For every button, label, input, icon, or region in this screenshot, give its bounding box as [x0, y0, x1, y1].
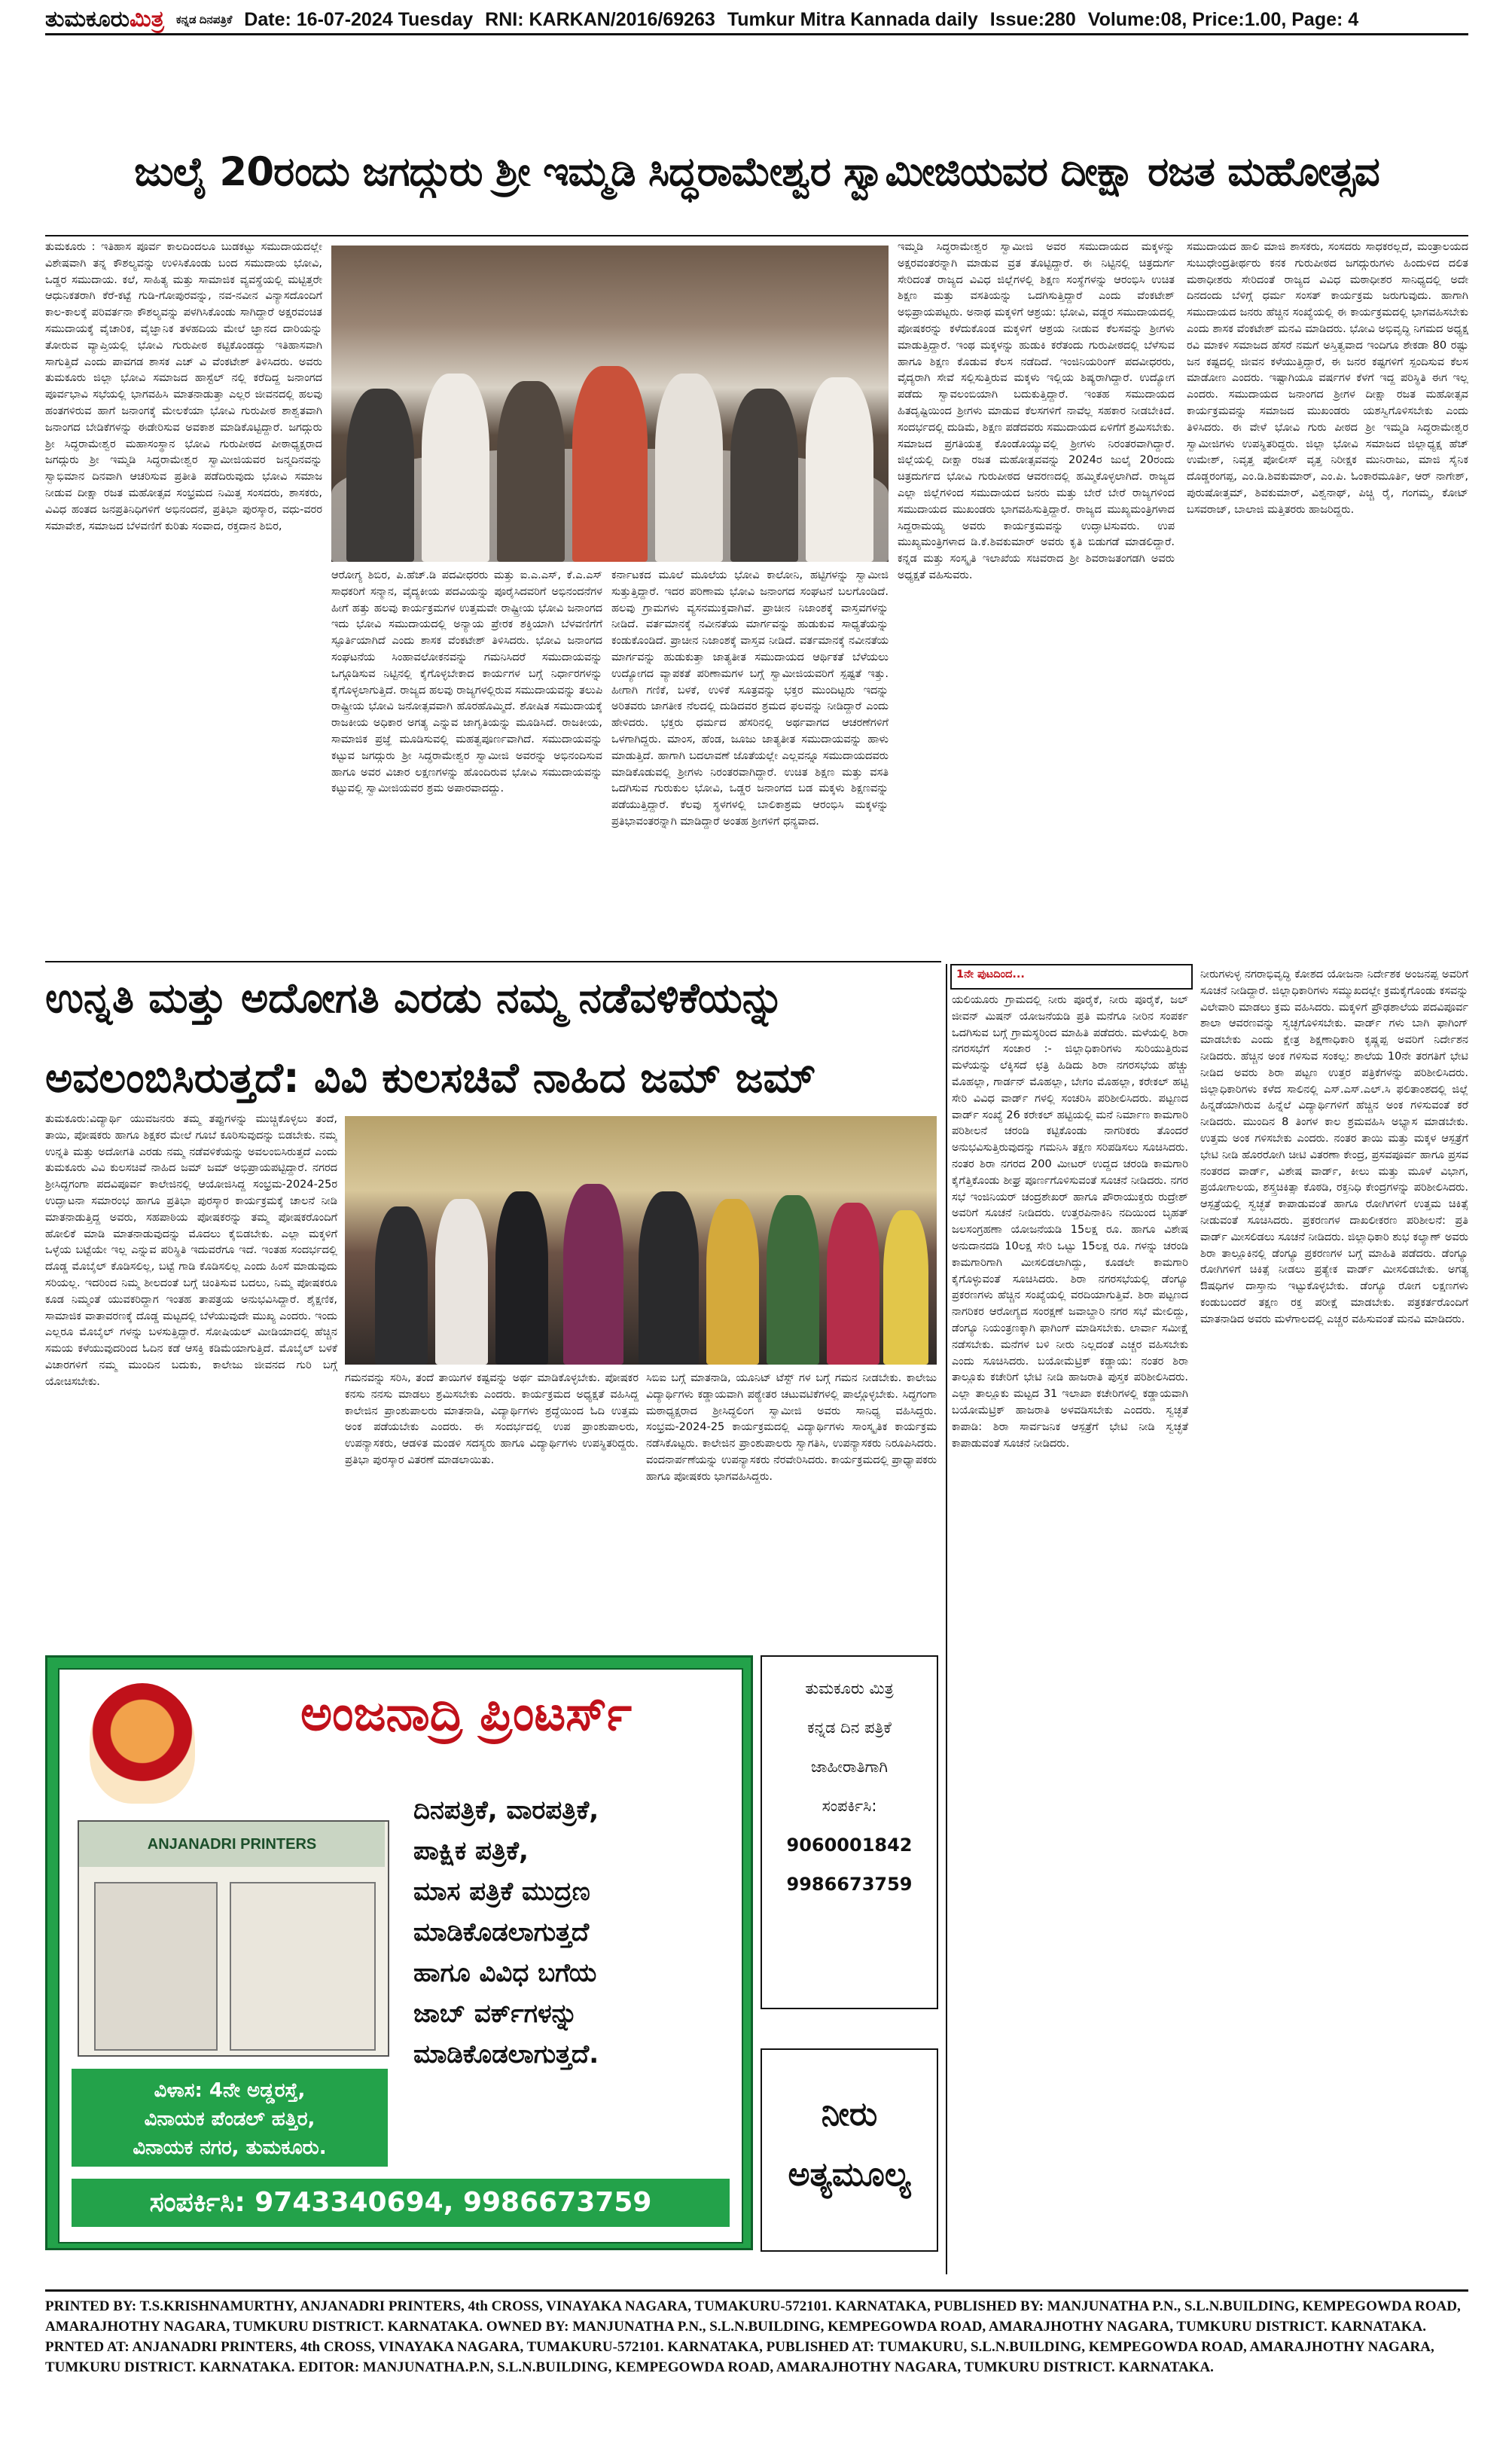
story2-photo	[345, 1116, 937, 1365]
water-slogan-box	[761, 2048, 938, 2252]
story1-photo	[331, 246, 889, 562]
story2-headline-line2: ಅವಲಂಬಿಸಿರುತ್ತದೆ: ವಿವಿ ಕುಲಸಚಿವೆ ನಾಹಿದ ಜಮ್ ಜಮ್	[45, 1054, 816, 1102]
classified-phone: 9986673759	[786, 1874, 913, 1895]
paper-name: Tumkur Mitra Kannada daily	[727, 8, 978, 30]
ad-address-line: ವಿನಾಯಕ ನಗರ, ತುಮಕೂರು.	[133, 2137, 327, 2159]
story1-column-3: ಕರ್ನಾಟಕದ ಮೂಲೆ ಮೂಲೆಯ ಭೋವಿ ಕಾಲೋನಿ, ಹಟ್ಟಿಗಳನ್ನು ಸ್ವಾಮೀಜಿ ಸುತ್ತುತ್ತಿದ್ದಾರೆ. ಇದರ ಪರಿಣಾಮ ಭೋವಿ ಜನಾಂಗದ ಸಂಘಟನೆ ಬಲಗೊಂಡಿದೆ. ಹಲವು ಗ್ರಾಮಗಳು ವ್ಯಸನಮುಕ್ತವಾಗಿವೆ. ಪ್ರಾಚೀನ ನಿಜಾಂಶಕ್ಕೆ ವಾಸ್ತವಗಳನ್ನು ನೀಡಿದೆ. ವರ್ತಮಾನಕ್ಕೆ ನವೀನತೆಯ ಮಾರ್ಗವನ್ನು ಹುಡುಕುವ ಸಾಧ್ಯತೆಯನ್ನು ಕಂಡುಕೊಂಡಿದೆ. ಪ್ರಾಚೀನ ನಿಜಾಂಶಕ್ಕೆ ವಾಸ್ತವ ನೀಡಿದೆ. ವರ್ತಮಾನಕ್ಕೆ ನವೀನತೆಯ ಮಾರ್ಗವನ್ನು ಹುಡುಕುತ್ತಾ ಜಾತ್ಯತೀತ ಸಮುದಾಯದ ಆರ್ಥಿಕತೆ ಬೆಳೆಯಲು ಉದ್ಯೋಗದ ವ್ಯಾಪಕತೆ ಪರಿಣಾಮಗಳ ಬಗ್ಗೆ ಸ್ವಾಮೀಜಿಯವರಿಗೆ ಸ್ಪಷ್ಟತೆ ಇತ್ತು. ಹೀಗಾಗಿ ಗಣಿಕೆ, ಬಳಕೆ, ಉಳಿಕೆ ಸೂತ್ರವನ್ನು ಭಕ್ತರ ಮುಂದಿಟ್ಟರು ಇದನ್ನು ಅರಿತವರು ಜಾಗತೀಕ ನೆಲದಲ್ಲಿ ದುಡಿದವರ ಶ್ರಮದ ಫಲವನ್ನು ನೀಡಿದ್ದಾರೆ ಎಂದು ಹೇಳಿದರು. ಭಕ್ತರು ಧರ್ಮದ ಹೆಸರಿನಲ್ಲಿ ಅರ್ಥವಾಗದ ಆಚರಣೆಗಳಿಗೆ ಒಳಗಾಗಿದ್ದರು. ಮಾಂಸ, ಹೆಂಡ, ಜೂಜು ಜಾತ್ಯತೀತ ಸಮುದಾಯವನ್ನು ಹಾಳು ಮಾಡುತ್ತಿದೆ. ಹಾಗಾಗಿ ಬದಲಾವಣೆ ಜೊತೆಯಲ್ಲೇ ಎಲ್ಲವನ್ನೂ ಸಮುದಾಯದವರು ಮಾಡಿಕೊಡುವಲ್ಲಿ ಶ್ರೀಗಳು ನಿರಂತರವಾಗಿದ್ದಾರೆ. ಉಚಿತ ಶಿಕ್ಷಣ ಮತ್ತು ವಸತಿ ಒದಗಿಸುವ ಗುರುಕುಲ ಭೋವಿ, ಒಡ್ಡರ ಜನಾಂಗದ ಬಡ ಮಕ್ಕಳು ಶಿಕ್ಷಣವನ್ನು ಪಡೆಯುತ್ತಿದ್ದಾರೆ. ಕೆಲವು ಸ್ಥಳಗಳಲ್ಲಿ ಬಾಲಿಕಾಶ್ರಮ ಆರಂಭಿಸಿ ಮಕ್ಕಳನ್ನು ಪ್ರತಿಭಾವಂತರನ್ನಾಗಿ ಮಾಡಿದ್ದಾರೆ ಅಂತಹ ಶ್ರೀಗಳಿಗೆ ಧನ್ಯವಾದ.	[611, 569, 889, 828]
ad-address-line: ವಿನಾಯಕ ಪೆಂಡಲ್ ಹತ್ತಿರ,	[144, 2108, 316, 2130]
classified-line: ಜಾಹೀರಾತಿಗಾಗಿ	[811, 1758, 888, 1776]
classified-line: ಸಂಪರ್ಕಿಸಿ:	[822, 1797, 877, 1815]
ad-address-line: ವಿಳಾಸ: 4ನೇ ಅಡ್ಡರಸ್ತೆ,	[154, 2079, 306, 2102]
newspaper-logo	[45, 7, 164, 32]
imprint-footer	[45, 2289, 1468, 2378]
ad-service-line: ಹಾಗೂ ವಿವಿಧ ಬಗೆಯ	[413, 1958, 597, 1988]
shop-window	[230, 1882, 376, 2051]
printer-advertisement	[45, 1655, 753, 2250]
story2-column-2: ಗಮನವನ್ನು ಸರಿಸಿ, ತಂದೆ ತಾಯಿಗಳ ಕಷ್ಟವನ್ನು ಅರ್ಥ ಮಾಡಿಕೊಳ್ಳಬೇಕು. ಪೋಷಕರ ಕನಸು ನನಸು ಮಾಡಲು ಶ್ರಮಿಸಬೇಕು ಎಂದರು. ಕಾರ್ಯಕ್ರಮದ ಅಧ್ಯಕ್ಷತೆ ವಹಿಸಿದ್ದ ಕಾಲೇಜಿನ ಪ್ರಾಂಶುಪಾಲರು ಮಾತನಾಡಿ, ವಿದ್ಯಾರ್ಥಿಗಳು ಶ್ರದ್ಧೆಯಿಂದ ಓದಿ ಉತ್ತಮ ಅಂಕ ಪಡೆಯಬೇಕು ಎಂದರು. ಈ ಸಂದರ್ಭದಲ್ಲಿ ಉಪ ಪ್ರಾಂಶುಪಾಲರು, ಉಪನ್ಯಾಸಕರು, ಆಡಳಿತ ಮಂಡಳಿ ಸದಸ್ಯರು ಹಾಗೂ ವಿದ್ಯಾರ್ಥಿಗಳು ಉಪಸ್ಥಿತರಿದ್ದರು. ಪ್ರತಿಭಾ ಪುರಸ್ಕಾರ ವಿತರಣೆ ಮಾಡಲಾಯಿತು.	[345, 1372, 639, 1466]
ad-service-line: ದಿನಪತ್ರಿಕೆ, ವಾರಪತ್ರಿಕೆ,	[413, 1795, 599, 1825]
story1-column-4: ಇಮ್ಮಡಿ ಸಿದ್ಧರಾಮೇಶ್ವರ ಸ್ವಾಮೀಜಿ ಅವರ ಸಮುದಾಯದ ಮಕ್ಕಳನ್ನು ಅಕ್ಷರವಂತರನ್ನಾಗಿ ಮಾಡುವ ವ್ರತ ತೊಟ್ಟಿದ್ದಾರೆ. ಈ ನಿಟ್ಟಿನಲ್ಲಿ ಚಿತ್ರದುರ್ಗ ಸೇರಿದಂತೆ ರಾಜ್ಯದ ವಿವಿಧ ಜಿಲ್ಲೆಗಳಲ್ಲಿ ಶಿಕ್ಷಣ ಸಂಸ್ಥೆಗಳನ್ನು ಆರಂಭಿಸಿ ಉಚಿತ ಶಿಕ್ಷಣ ಮತ್ತು ವಸತಿಯನ್ನು ಒದಗಿಸುತ್ತಿದ್ದಾರೆ ಎಂದು ವೆಂಕಟೇಶ್ ಅಭಿಪ್ರಾಯಪಟ್ಟರು. ಅನಾಥ ಮಕ್ಕಳಿಗೆ ಆಶ್ರಯ: ಭೋವಿ, ವಡ್ಡರ ಸಮುದಾಯದಲ್ಲಿ ಪೋಷಕರನ್ನು ಕಳೆದುಕೊಂಡ ಮಕ್ಕಳಿಗೆ ಆಶ್ರಯ ನೀಡುವ ಕೆಲಸವನ್ನು ಶ್ರೀಗಳು ಮಾಡುತ್ತಿದ್ದಾರೆ. ಇಂಥ ಮಕ್ಕಳನ್ನು ಹುಡುಕಿ ಕರೆತಂದು ಗುರುಪೀಠದಲ್ಲಿ ಬೆಳೆಸುವ ಹಾಗೂ ಶಿಕ್ಷಣ ಕೊಡುವ ಕೆಲಸ ನಡೆದಿದೆ. ಇಂಜಿನಿಯರಿಂಗ್ ಪದವೀಧರರು, ವೈದ್ಯರಾಗಿ ಸೇವೆ ಸಲ್ಲಿಸುತ್ತಿರುವ ಮಕ್ಕಳು ಇಲ್ಲಿಯ ಶಿಷ್ಯರಾಗಿದ್ದಾರೆ. ಉದ್ಯೋಗ ಪಡೆದು ಸ್ವಾವಲಂಬಿಯಾಗಿ ಬದುಕುತ್ತಿದ್ದಾರೆ. ಇಂತಹ ಸಮುದಾಯದ ಹಿತದೃಷ್ಟಿಯಿಂದ ಶ್ರೀಗಳು ಮಾಡುವ ಕೆಲಸಗಳಿಗೆ ನಾವೆಲ್ಲ ಸಹಕಾರ ನೀಡಬೇಕಿದೆ. ಸಂದರ್ಭದಲ್ಲಿ ದುಡಿಮೆ, ಶಿಕ್ಷಣ ಪಡೆದವರು ಸಮುದಾಯದ ಏಳಿಗೆಗೆ ಶ್ರಮಿಸಬೇಕು. ಸಮಾಜದ ಪ್ರಗತಿಯತ್ತ ಕೊಂಡೊಯ್ಯುವಲ್ಲಿ ಶ್ರೀಗಳು ನಿರಂತರವಾಗಿದ್ದಾರೆ. ಜಿಲ್ಲೆಯಲ್ಲಿ ದೀಕ್ಷಾ ರಜತ ಮಹೋತ್ಸವವನ್ನು 2024ರ ಜುಲೈ 20ರಂದು ಚಿತ್ರದುರ್ಗದ ಭೋವಿ ಗುರುಪೀಠದ ಆವರಣದಲ್ಲಿ ಹಮ್ಮಿಕೊಳ್ಳಲಾಗಿದೆ. ರಾಜ್ಯದ ಎಲ್ಲಾ ಜಿಲ್ಲೆಗಳಿಂದ ಸಮುದಾಯದ ಜನರು ಮತ್ತು ಬೇರೆ ಬೇರೆ ರಾಜ್ಯಗಳಿಂದ ಸಮುದಾಯದ ಮುಖಂಡರು ಭಾಗವಹಿಸುತ್ತಿದ್ದಾರೆ. ರಾಜ್ಯದ ಮುಖ್ಯಮಂತ್ರಿಗಳಾದ ಸಿದ್ದರಾಮಯ್ಯ ಅವರು ಕಾರ್ಯಕ್ರಮವನ್ನು ಉದ್ಘಾಟಿಸುವರು. ಉಪ ಮುಖ್ಯಮಂತ್ರಿಗಳಾದ ಡಿ.ಕೆ.ಶಿವಕುಮಾರ್ ಅವರು ಕೃತಿ ಬಿಡುಗಡೆ ಮಾಡಲಿದ್ದಾರೆ. ಕನ್ನಡ ಮತ್ತು ಸಂಸ್ಕೃತಿ ಇಲಾಖೆಯ ಸಚಿವರಾದ ಶ್ರೀ ಶಿವರಾಜತಂಗಡಗಿ ಅವರು ಅಧ್ಯಕ್ಷತೆ ವಹಿಸುವರು.	[898, 241, 1175, 581]
volume-price-page: Volume:08, Price:1.00, Page: 4	[1087, 8, 1359, 30]
classified-phone: 9060001842	[786, 1835, 913, 1856]
story1-column-5: ಸಮುದಾಯದ ಹಾಲಿ ಮಾಜಿ ಶಾಸಕರು, ಸಂಸದರು ಸಾಧಕರಲ್ಲದೆ, ಮಂತ್ರಾಲಯದ ಸುಬುಧೇಂದ್ರತೀರ್ಥರು ಕನಕ ಗುರುಪೀಠದ ಜಗದ್ಗುರುಗಳು ಹಿಂದುಳಿದ ದಲಿತ ಮಠಾಧೀಶರು ಸೇರಿದಂತೆ ರಾಜ್ಯದ ವಿವಿಧ ಮಠಾಧೀಶರ ಸಾನಿಧ್ಯದಲ್ಲಿ ಅದೇ ದಿನದಂದು ಬೆಳಿಗ್ಗೆ ಧರ್ಮ ಸಂಸತ್ ಕಾರ್ಯಕ್ರಮ ಜರುಗುವುದು. ಹಾಗಾಗಿ ಸಮುದಾಯದ ಜನರು ಹೆಚ್ಚಿನ ಸಂಖ್ಯೆಯಲ್ಲಿ ಈ ಕಾರ್ಯಕ್ರಮದಲ್ಲಿ ಭಾಗವಹಿಸಬೇಕು ಎಂದು ಶಾಸಕ ವೆಂಕಟೇಶ್ ಮನವಿ ಮಾಡಿದರು. ಭೋವಿ ಅಭಿವೃದ್ಧಿ ನಿಗಮದ ಅಧ್ಯಕ್ಷ ರವಿ ಮಾಕಳಿ ಸಮಾಜದ ಹೆಸರೆ ನಮಗೆ ಅಸ್ತಿತ್ವವಾದ ಇಂದಿಗೂ ಶೇಕಡಾ 80 ರಷ್ಟು ಜನ ಕಷ್ಟದಲ್ಲಿ ಜೀವನ ಕಳೆಯುತ್ತಿದ್ದಾರೆ, ಈ ಜನರ ಕಷ್ಟಗಳಿಗೆ ಸ್ಪಂದಿಸುವ ಕೆಲಸ ಮಾಡೋಣ ಎಂದರು. ಇಷ್ಟಾಗಿಯೂ ವರ್ಷಗಳ ಕೆಳಗೆ ಇದ್ದ ಪರಿಸ್ಥಿತಿ ಈಗ ಇಲ್ಲ ಎಂದರು. ಸಮುದಾಯದ ಜನಾಂಗದ ಶ್ರೀಗಳ ದೀಕ್ಷಾ ರಜತ ಮಹೋತ್ಸವ ಕಾರ್ಯಕ್ರಮವನ್ನು ಸಮಾಜದ ಮುಖಂಡರು ಯಶಸ್ವಿಗೊಳಿಸಬೇಕು ಎಂದು ತಿಳಿಸಿದರು. ಈ ವೇಳೆ ಭೋವಿ ಗುರು ಪೀಠದ ಶ್ರೀ ಇಮ್ಮಡಿ ಸಿದ್ಧರಾಮೇಶ್ವರ ಸ್ವಾಮೀಜಿಗಳು ಉಪಸ್ಥಿತರಿದ್ದರು. ಜಿಲ್ಲಾ ಭೋವಿ ಸಮಾಜದ ಜಿಲ್ಲಾಧ್ಯಕ್ಷ ಹೆಚ್ ಉಮೇಶ್, ನಿವೃತ್ತ ಪೋಲೀಸ್ ವೃತ್ತ ನಿರೀಕ್ಷಕ ಮುನಿರಾಜು, ಮಾಜಿ ಸೈನಿಕ ದೊಡ್ಡರಂಗಪ್ಪ, ಎಂ.ಡಿ.ಶಿವಕುಮಾರ್, ಎಂ.ಪಿ. ಓಂಕಾರಮೂರ್ತಿ, ಆರ್ ನಾಗೇಶ್, ಪುರುಷೋತ್ತಮ್, ಶಿವಕುಮಾರ್, ವಿಶ್ವನಾಥ್, ಪಿಚ್ಚಿ ರೈ, ಗಂಗಮ್ಮ, ಕೋಟ್ ಬಸವರಾಜ್, ಬಾಲಾಜಿ ಮತ್ತಿತರರು ಹಾಜರಿದ್ದರು.	[1187, 241, 1468, 516]
imprint-line: PRNTED AT: ANJANADRI PRINTERS, 4th CROSS, VINAYAKA NAGARA, TUMAKURU-572101. KARNATAKA, PUBLISHED AT: TUMAKURU, S.L.N.BUILDING, KEMPEGOWDA ROAD, AMARAJHOTHY NAGARA,	[45, 2339, 1434, 2355]
shop-sign: ANJANADRI PRINTERS	[79, 1822, 385, 1867]
story1-column-2: ಆರೋಗ್ಯ ಶಿಬಿರ, ಪಿ.ಹೆಚ್.ಡಿ ಪದವೀಧರರು ಮತ್ತು ಐ.ಎ.ಎಸ್, ಕೆ.ಎ.ಎಸ್ ಸಾಧಕರಿಗೆ ಸನ್ಮಾನ, ವೈದ್ಯಕೀಯ ಪದವಿಯನ್ನು ಪೂರೈಸಿದವರಿಗೆ ಅಭಿನಂದನೆಗಳ ಹೀಗೆ ಹತ್ತು ಹಲವು ಕಾರ್ಯಕ್ರಮಗಳ ಉತ್ತಮವೇ ರಾಷ್ಟ್ರೀಯ ಭೋವಿ ಜನಾಂಗದ ಇದು ಭೋವಿ ಸಮುದಾಯದಲ್ಲಿ ಅನ್ಯಾಯ ಪ್ರೇರಕ ಶಕ್ತಿಯಾಗಿ ಬೆಳವಣಿಗೆಗೆ ಸ್ಫೂರ್ತಿಯಾಗಿದೆ ಎಂದು ಶಾಸಕ ವೆಂಕಟೇಶ್ ತಿಳಿಸಿದರು. ಭೋವಿ ಜನಾಂಗದ ಸಂಘಟನೆಯ ಸಿಂಹಾವಲೋಕನವನ್ನು ಗಮನಿಸಿದರೆ ಸಮುದಾಯವನ್ನು ಒಗ್ಗೂಡಿಸುವ ನಿಟ್ಟಿನಲ್ಲಿ ಕೈಗೊಳ್ಳಬೇಕಾದ ಕಾರ್ಯಗಳ ಬಗ್ಗೆ ನಿರ್ಧಾರಗಳನ್ನು ಕೈಗೊಳ್ಳಲಾಗುತ್ತಿದೆ. ರಾಜ್ಯದ ಹಲವು ರಾಜ್ಯಗಳಲ್ಲಿರುವ ಸಮುದಾಯವನ್ನು ತಲುಪಿ ರಾಷ್ಟ್ರೀಯ ಭೋವಿ ಜನೋತ್ಸವವಾಗಿ ಹೊರಹೊಮ್ಮಿದೆ. ಶೋಷಿತ ಸಮುದಾಯಕ್ಕೆ ರಾಜಕೀಯ ಅಧಿಕಾರ ಅಗತ್ಯ ಎನ್ನುವ ಜಾಗೃತಿಯನ್ನು ಮೂಡಿಸಿದೆ. ರಾಜಕೀಯ, ಸಾಮಾಜಿಕ ಪ್ರಜ್ಞೆ ಮೂಡಿಸುವಲ್ಲಿ ಮಹತ್ವಪೂರ್ಣವಾಗಿದೆ. ಸಮುದಾಯವನ್ನು ಕಟ್ಟುವ ಜಗದ್ಗುರು ಶ್ರೀ ಸಿದ್ಧರಾಮೇಶ್ವರ ಸ್ವಾಮೀಜಿ ಅವರನ್ನು ಅಭಿನಂದಿಸುವ ಹಾಗೂ ಅವರ ವಿಚಾರ ಲಕ್ಷಣಗಳನ್ನು ಹೊಂದಿರುವ ಭೋವಿ ಸಮುದಾಯವನ್ನು ಕಟ್ಟುವಲ್ಲಿ ಸ್ವಾಮೀಜಿಯವರ ಶ್ರಮ ಅಪಾರವಾದದ್ದು.	[331, 569, 602, 795]
story3-column-1: ಯಲಿಯೂರು ಗ್ರಾಮದಲ್ಲಿ ನೀರು ಪೂರೈಕೆ, ನೀರು ಪೂರೈಕೆ, ಜಲ್ ಜೀವನ್ ಮಿಷನ್ ಯೋಜನೆಯಡಿ ಪ್ರತಿ ಮನೆಗೂ ನೀರಿನ ಸಂಪರ್ಕ ಒದಗಿಸುವ ಬಗ್ಗೆ ಗ್ರಾಮಸ್ಥರಿಂದ ಮಾಹಿತಿ ಪಡೆದರು. ಮಳೆಯಲ್ಲಿ ಶಿರಾ ನಗರಸಭೆಗೆ ಸಂಚಾರ :- ಜಿಲ್ಲಾಧಿಕಾರಿಗಳು ಸುರಿಯುತ್ತಿರುವ ಮಳೆಯನ್ನು ಲೆಕ್ಕಿಸದೆ ಛತ್ರಿ ಹಿಡಿದು ಶಿರಾ ನಗರಸಭೆಯ ಹೆಚ್ಚು ಮೊಹಲ್ಲಾ, ಗಾರ್ಡನ್ ಮೊಹಲ್ಲಾ, ಬೇಗಂ ಮೊಹಲ್ಲಾ, ಕರೇಕಲ್ ಹಟ್ಟಿ ಸೇರಿ ವಿವಿಧ ವಾರ್ಡ್ ಗಳಲ್ಲಿ ಸಂಚರಿಸಿ ಪರಿಶೀಲಿಸಿದರು. ಪಟ್ಟಣದ ವಾರ್ಡ್ ಸಂಖ್ಯೆ 26 ಕರೇಕಲ್ ಹಟ್ಟಿಯಲ್ಲಿ ಮನೆ ನಿರ್ಮಾಣ ಕಾಮಗಾರಿ ಪರಿಶೀಲನೆ ಚರಂಡಿ ಕಟ್ಟಿಕೊಂಡು ನಾಗರಿಕರು ತೊಂದರೆ ಅನುಭವಿಸುತ್ತಿರುವುದನ್ನು ಗಮನಿಸಿ ತಕ್ಷಣ ಸರಿಪಡಿಸಲು ಸೂಚಿಸಿದರು. ನಂತರ ಶಿರಾ ನಗರದ 200 ಮೀಟರ್ ಉದ್ದದ ಚರಂಡಿ ಕಾಮಗಾರಿ ಕೈಗೆತ್ತಿಕೊಂಡು ಶೀಘ್ರ ಪೂರ್ಣಗೊಳಿಸುವಂತೆ ಸೂಚನೆ ನೀಡಿದರು. ನಗರ ಸಭೆ ಇಂಜಿನಿಯರ್ ಚಂದ್ರಶೇಖರ್ ಹಾಗೂ ಪೌರಾಯುಕ್ತರು ರುದ್ರೇಶ್ ಅವರಿಗೆ ಸೂಚನೆ ನೀಡಿದರು. ಉತ್ತರಪಿನಾಕಿನಿ ನದಿಯಿಂದ ಬೃಹತ್ ಜಲಸಂಗ್ರಹಣಾ ಯೋಜನೆಯಡಿ 15ಲಕ್ಷ ರೂ. ಹಾಗೂ ವಿಶೇಷ ಅನುದಾನದಡಿ 10ಲಕ್ಷ ಸೇರಿ ಒಟ್ಟು 15ಲಕ್ಷ ರೂ. ಗಳನ್ನು ಚರಂಡಿ ಕಾಮಗಾರಿಗಾಗಿ ಮೀಸಲಿಡಲಾಗಿದ್ದು, ಕೂಡಲೇ ಕಾಮಗಾರಿ ಕೈಗೊಳ್ಳುವಂತೆ ಸೂಚಿಸಿದರು. ಶಿರಾ ನಗರಸಭೆಯಲ್ಲಿ ಡೆಂಗ್ಯೂ ಪ್ರಕರಣಗಳು ಹೆಚ್ಚಿನ ಸಂಖ್ಯೆಯಲ್ಲಿ ವರದಿಯಾಗುತ್ತಿವೆ. ಶಿರಾ ಪಟ್ಟಣದ ನಾಗರಿಕರ ಆರೋಗ್ಯದ ಸಂರಕ್ಷಣೆ ಜವಾಬ್ದಾರಿ ನಗರ ಸಭೆ ಮೇಲಿದ್ದು, ಡೆಂಗ್ಯೂ ನಿಯಂತ್ರಣಕ್ಕಾಗಿ ಫಾಗಿಂಗ್ ಮಾಡಿಸಬೇಕು. ಲಾರ್ವಾ ಸಮೀಕ್ಷೆ ನಡೆಸಬೇಕು. ಮನೆಗಳ ಬಳಿ ನೀರು ನಿಲ್ಲದಂತೆ ಎಚ್ಚರ ವಹಿಸಬೇಕು ಎಂದು ಸೂಚಿಸಿದರು. ಬಯೋಮೆಟ್ರಿಕ್ ಕಡ್ಡಾಯ: ನಂತರ ಶಿರಾ ತಾಲ್ಲೂಕು ಕಚೇರಿಗೆ ಭೇಟಿ ನೀಡಿ ಹಾಜರಾತಿ ಪುಸ್ತಕ ಪರಿಶೀಲಿಸಿದರು. ಎಲ್ಲಾ ತಾಲ್ಲೂಕು ಮಟ್ಟದ 31 ಇಲಾಖಾ ಕಚೇರಿಗಳಲ್ಲಿ ಕಡ್ಡಾಯವಾಗಿ ಬಯೋಮೆಟ್ರಿಕ್ ಹಾಜರಾತಿ ಅಳವಡಿಸಬೇಕು ಎಂದರು. ಸ್ವಚ್ಛತೆ ಕಾಪಾಡಿ: ಶಿರಾ ಸಾರ್ವಜನಿಕ ಆಸ್ಪತ್ರೆಗೆ ಭೇಟಿ ನೀಡಿ ಸ್ವಚ್ಛತೆ ಕಾಪಾಡುವಂತೆ ಸೂಚನೆ ನೀಡಿದರು.	[952, 994, 1188, 1450]
divider	[45, 235, 1468, 236]
imprint-line: TUMKURU DISTRICT. KARNATAKA. EDITOR: MANJUNATHA.P.N, S.L.N.BUILDING, KEMPEGOWDA ROAD, AMARAJHOTHY NAGARA, TUMKURU DISTRICT. KARNATAKA.	[45, 2359, 1214, 2375]
column-divider	[946, 964, 947, 2274]
ad-address	[72, 2069, 388, 2167]
ad-service-line: ಜಾಬ್ ವರ್ಕ್‌ಗಳನ್ನು	[413, 1999, 578, 2029]
story1-column-1: ತುಮಕೂರು : ಇತಿಹಾಸ ಪೂರ್ವ ಕಾಲದಿಂದಲೂ ಬುಡಕಟ್ಟು ಸಮುದಾಯದಲ್ಲೇ ವಿಶೇಷವಾಗಿ ತನ್ನ ಕೌಶಲ್ಯವನ್ನು ಉಳಿಸಿಕೊಂಡು ಬಂದ ಸಮುದಾಯ ಭೋವಿ, ಒಡ್ಡರ ಸಮುದಾಯ. ಕಲೆ, ಸಾಹಿತ್ಯ ಮತ್ತು ಸಾಮಾಜಿಕ ವ್ಯವಸ್ಥೆಯಲ್ಲಿ ಮಟ್ಟಿತ್ತರೇ ಆಧುನಿಕತರಾಗಿ ಕೆರೆ-ಕಟ್ಟೆ ಗುಡಿ-ಗೋಪುರವನ್ನು, ನವ-ನವೀನ ವಿನ್ಯಾಸದೊಂದಿಗೆ ಕಾಲ-ಕಾಲಕ್ಕೆ ಪರಿವರ್ತನಾ ಕೌಶಲ್ಯವನ್ನು ಪಳಗಿಸಿಕೊಂಡು ಸಾಗಿದ್ದಾರೆ ಅಕ್ಷರವಂಚಿತ ಸಮುದಾಯಕ್ಕೆ ವೈಚಾರಿಕ, ವೈಜ್ಞಾನಿಕ ತಳಹದಿಯ ಮೇಲೆ ಜ್ಞಾನದ ದಾರಿಯನ್ನು ತೋರುವ ವ್ಯಾಪ್ತಿಯಲ್ಲಿ ಭೋವಿ ಗುರುಪೀಠ ಕಟ್ಟಿಕೊಂಡದ್ದು ಇತಿಹಾಸವಾಗಿ ಸಾಗುತ್ತಿದೆ ಎಂದು ಪಾವಗಡ ಶಾಸಕ ಎಚ್ ವಿ ವೆಂಕಟೇಶ್ ತಿಳಿಸಿದರು. ಅವರು ತುಮಕೂರು ಜಿಲ್ಲಾ ಭೋವಿ ಸಮಾಜದ ಹಾಸ್ಟೆಲ್ ನಲ್ಲಿ ಕರೆದಿದ್ದ ಜನಾಂಗದ ಪೂರ್ವಭಾವಿ ಸಭೆಯಲ್ಲಿ ಭಾಗವಹಿಸಿ ಮಾತನಾಡುತ್ತಾ ಎಲ್ಲರ ಜೀವನದಲ್ಲಿ ಹಲವು ಹಂತಗಳಿರುವ ಹಾಗೆ ಜನಾಂಗಕ್ಕೆ ಮೇಲಕೆಯಾ ಭೋವಿ ಗುರುಪೀಠ ಶಾಶ್ವತವಾಗಿ ಜನಾಂಗದ ಬೇಡಿಕೆಗಳನ್ನು ಈಡೇರಿಸುವ ಅವಕಾಶ ಮಾಡಿಕೊಟ್ಟಿದ್ದಾರೆ. ಜಗದ್ಗುರು ಶ್ರೀ ಸಿದ್ಧರಾಮೇಶ್ವರ ಮಹಾಸಂಸ್ಥಾನ ಭೋವಿ ಗುರುಪೀಠದ ಪೀಠಾಧ್ಯಕ್ಷರಾದ ಜಗದ್ಗುರು ಶ್ರೀ ಇಮ್ಮಡಿ ಸಿದ್ಧರಾಮೇಶ್ವರ ಸ್ವಾಮೀಜಿಯವರ ಜನ್ಮದಿನವನ್ನು ಸ್ವಾಭಿಮಾನ ದಿನವಾಗಿ ಆಚರಿಸುವ ಪ್ರತೀತಿ ಪಡೆದಿರುವುದು ಭೋವಿ ಸಮಾಜ ನೀಡುವ ದೀಕ್ಷಾ ರಜತ ಮಹೋತ್ಸವ ಸಂಭ್ರಮದ ನಿಮಿತ್ತ ಸಂಸದರು, ಶಾಸಕರು, ವಿವಿಧ ಹಂತದ ಜನಪ್ರತಿನಿಧಿಗಳಿಗೆ ಅಭಿನಂದನೆ, ಪ್ರತಿಭಾ ಪುರಸ್ಕಾರ, ವಧು-ವರರ ಸಮಾವೇಶ, ಸಮಾಜದ ಬೆಳವಣಿಗೆ ಕುರಿತು ಸಂವಾದ, ರಕ್ತದಾನ ಶಿಬಿರ,	[45, 241, 322, 532]
story2-headline-line1: ಉನ್ನತಿ ಮತ್ತು ಅದೋಗತಿ ಎರಡು ನಮ್ಮ ನಡೆವಳಿಕೆಯನ್ನು	[45, 974, 785, 1022]
water-slogan-line: ಅತ್ಯಮೂಲ್ಯ	[788, 2155, 911, 2194]
divider	[45, 961, 941, 962]
story2-column-3: ಸಿಬಿಐ ಬಗ್ಗೆ ಮಾತನಾಡಿ, ಯೂನಿಟ್ ಟೆಸ್ಟ್ ಗಳ ಬಗ್ಗೆ ಗಮನ ನೀಡಬೇಕು. ಕಾಲೇಜು ವಿದ್ಯಾರ್ಥಿಗಳು ಕಡ್ಡಾಯವಾಗಿ ಪಠ್ಯೇತರ ಚಟುವಟಿಕೆಗಳಲ್ಲಿ ಪಾಲ್ಗೊಳ್ಳಬೇಕು. ಸಿದ್ಧಗಂಗಾ ಮಠಾಧ್ಯಕ್ಷರಾದ ಶ್ರೀಸಿದ್ಧಲಿಂಗ ಸ್ವಾಮೀಜಿ ಅವರು ಸಾನಿಧ್ಯ ವಹಿಸಿದ್ದರು. ಸಂಭ್ರಮ-2024-25 ಕಾರ್ಯಕ್ರಮದಲ್ಲಿ ವಿದ್ಯಾರ್ಥಿಗಳು ಸಾಂಸ್ಕೃತಿಕ ಕಾರ್ಯಕ್ರಮ ನಡೆಸಿಕೊಟ್ಟರು. ಕಾಲೇಜಿನ ಪ್ರಾಂಶುಪಾಲರು ಸ್ವಾಗತಿಸಿ, ಉಪನ್ಯಾಸಕರು ನಿರೂಪಿಸಿದರು. ವಂದನಾರ್ಪಣೆಯನ್ನು ಉಪನ್ಯಾಸಕರು ನೆರವೇರಿಸಿದರು. ಕಾರ್ಯಕ್ರಮದಲ್ಲಿ ಪ್ರಾಧ್ಯಾಪಕರು ಹಾಗೂ ಪೋಷಕರು ಭಾಗವಹಿಸಿದ್ದರು.	[646, 1372, 937, 1483]
shop-photo	[78, 1820, 389, 2057]
ad-service-line: ಪಾಕ್ಷಿಕ ಪತ್ರಿಕೆ,	[413, 1836, 529, 1866]
issue-number: Issue:280	[989, 8, 1076, 30]
water-slogan-line: ನೀರು	[821, 2095, 878, 2134]
classified-box	[761, 1655, 938, 2009]
imprint-line: PRINTED BY: T.S.KRISHNAMURTHY, ANJANADRI PRINTERS, 4th CROSS, VINAYAKA NAGARA, TUMAKURU-572101. KARNATAKA, PUBLISHED BY: MANJUNATHA P.N., S.L.N.BUILDING, KEMPEGOWDA ROAD,	[45, 2298, 1461, 2314]
ad-service-line: ಮಾಡಿಕೊಡಲಾಗುತ್ತದೆ	[413, 1917, 590, 1947]
classified-line: ತುಮಕೂರು ಮಿತ್ರ	[805, 1679, 894, 1697]
imprint-line: AMARAJHOTHY NAGARA, TUMKURU DISTRICT. KARNATAKA. OWNED BY: MANJUNATHA P.N., S.L.N.BUILDING, KEMPEGOWDA ROAD, AMARAJHOTHY NAGARA, TUMKURU DISTRICT. KARNATAKA.	[45, 2319, 1426, 2335]
ad-contact: ಸಂಪರ್ಕಿಸಿ: 9743340694, 9986673759	[72, 2179, 730, 2227]
story2-column-1: ತುಮಕೂರು:ವಿದ್ಯಾರ್ಥಿ ಯುವಜನರು ತಮ್ಮ ತಪ್ಪುಗಳನ್ನು ಮುಚ್ಚಿಕೊಳ್ಳಲು ತಂದೆ, ತಾಯಿ, ಪೋಷಕರು ಹಾಗೂ ಶಿಕ್ಷಕರ ಮೇಲೆ ಗೂಬೆ ಕೂರಿಸುವುದನ್ನು ಬಿಡಬೇಕು. ನಮ್ಮ ಉನ್ನತಿ ಮತ್ತು ಅದೋಗತಿ ಎರಡು ನಮ್ಮ ನಡೆವಳಿಕೆಯನ್ನು ಅವಲಂಬಿಸಿರುತ್ತದೆ ಎಂದು ತುಮಕೂರು ವಿವಿ ಕುಲಸಚಿವೆ ನಾಹಿದ ಜಮ್ ಜಮ್ ಅಭಿಪ್ರಾಯಪಟ್ಟಿದ್ದಾರೆ. ನಗರದ ಶ್ರೀಸಿದ್ಧಗಂಗಾ ಪದವಿಪೂರ್ವ ಕಾಲೇಜಿನಲ್ಲಿ ಆಯೋಜಿಸಿದ್ದ ಸಂಭ್ರಮ-2024-25ರ ಉದ್ಘಾಟನಾ ಸಮಾರಂಭ ಹಾಗೂ ಪ್ರತಿಭಾ ಪುರಸ್ಕಾರ ಕಾರ್ಯಕ್ರಮಕ್ಕೆ ಚಾಲನೆ ನೀಡಿ ಮಾತನಾಡುತ್ತಿದ್ದ ಅವರು, ಸಹಪಾಠಿಯ ಪೋಷಕರನ್ನು ತಮ್ಮ ಪೋಷಕರೊಂದಿಗೆ ಹೋಲಿಕೆ ಮಾಡಿ ಮಾತನಾಡುವುದನ್ನು ಮೊದಲು ಕೈಬಿಡಬೇಕು. ಎಲ್ಲಾ ಮಕ್ಕಳಿಗೆ ಒಳ್ಳೆಯ ಬಟ್ಟೆಯೇ ಇಲ್ಲ ಎನ್ನುವ ಪರಿಸ್ಥಿತಿ ಇದುವರೆಗೂ ಇದೆ. ಇಂತಹ ಸಂದರ್ಭದಲ್ಲಿ ದೊಡ್ಡ ಮೊಬೈಲ್ ಕೊಡಿಸಲಿಲ್ಲ, ಬಟ್ಟೆ ಗಾಡಿ ಕೊಡಿಸಲಿಲ್ಲ ಎಂದು ಹಿಂಸೆ ಮಾಡುವುದು ಸರಿಯಲ್ಲ. ಇದರಿಂದ ನಿಮ್ಮ ಶೀಲದಂತೆ ಬಗ್ಗೆ ಚಿಂತಿಸುವ ಬದಲು, ನಿಮ್ಮ ಪೋಷಕರೂ ಕೂಡ ನಿಮ್ಮಂತೆ ಯುವಕರಿದ್ದಾಗ ಇಂತಹ ತಾಪತ್ರಯ ಅನುಭವಿಸಿದ್ದಾರೆ. ಶೈಕ್ಷಣಿಕ, ಸಾಮಾಜಿಕ ವಾತಾವರಣಕ್ಕೆ ದೊಡ್ಡ ಮಟ್ಟದಲ್ಲಿ ಬೆಳೆಯುವುದೇ ಮುಖ್ಯ ಎಂದರು. ಇಂದು ಎಲ್ಲರೂ ಮೊಬೈಲ್ ಗಳನ್ನು ಬಳಸುತ್ತಿದ್ದಾರೆ. ಸೋಷಿಯಲ್ ಮೀಡಿಯಾದಲ್ಲಿ ಹೆಚ್ಚಿನ ಸಮಯ ಕಳೆಯುವುದರಿಂದ ಓದಿನ ಕಡೆ ಆಸಕ್ತಿ ಕಡಿಮೆಯಾಗುತ್ತಿದೆ. ಮೊಬೈಲ್ ಬಳಕೆ ವಿಚಾರಗಳಿಗೆ ನಮ್ಮ ಮುಂದಿನ ಬದುಕು, ಕಾಲೇಜು ಜೀವನದ ಗುರಿ ಬಗ್ಗೆ ಯೋಚಿಸಬೇಕು.	[45, 1113, 337, 1388]
ad-service-line: ಮಾಡಿಕೊಡಲಾಗುತ್ತದೆ.	[413, 2039, 599, 2069]
rni-number: RNI: KARKAN/2016/69263	[485, 8, 715, 30]
logo-right: ಮಿತ್ರ	[130, 7, 164, 32]
logo-left: ತುಮಕೂರು	[45, 7, 130, 32]
classified-line: ಕನ್ನಡ ದಿನ ಪತ್ರಿಕೆ	[807, 1719, 892, 1737]
story1-headline: ಜುಲೈ 20ರಂದು ಜಗದ್ಗುರು ಶ್ರೀ ಇಮ್ಮಡಿ ಸಿದ್ಧರಾಮೇಶ್ವರ ಸ್ವಾಮೀಜಿಯವರ ದೀಕ್ಷಾ ರಜತ ಮಹೋತ್ಸವ	[134, 149, 1379, 195]
masthead	[45, 6, 1468, 35]
printer-name: ಅಂಜನಾದ್ರಿ ಪ್ರಿಂಟರ್ಸ್	[300, 1686, 632, 1742]
logo-subtitle: ಕನ್ನಡ ದಿನಪತ್ರಿಕೆ	[175, 13, 233, 26]
shop-door	[94, 1882, 218, 2051]
ad-services	[413, 1790, 730, 2075]
ad-service-line: ಮಾಸ ಪತ್ರಿಕೆ ಮುದ್ರಣ	[413, 1877, 590, 1907]
issue-date: Date: 16-07-2024 Tuesday	[244, 8, 474, 30]
story3-column-2: ನೀರುಗಳುಳ್ಳ ನಗರಾಭಿವೃದ್ಧಿ ಕೋಶದ ಯೋಜನಾ ನಿರ್ದೇಶಕ ಅಂಜನಪ್ಪ ಅವರಿಗೆ ಸೂಚನೆ ನೀಡಿದ್ದಾರೆ. ಜಿಲ್ಲಾಧಿಕಾರಿಗಳು ಸಮ್ಮುಖದಲ್ಲೇ ಕ್ರಮಕೈಗೊಂಡು ಕಸವನ್ನು ವಿಲೇವಾರಿ ಮಾಡಲು ಕ್ರಮ ವಹಿಸಿದರು. ಮಕ್ಕಳಿಗೆ ಪ್ರೌಢಶಾಲೆಯ ಪದವಿಪೂರ್ವ ಶಾಲಾ ಆವರಣವನ್ನು ಸ್ವಚ್ಛಗೊಳಿಸಬೇಕು. ವಾರ್ಡ್ ಗಳು ಬಾಗಿ ಫಾಗಿಂಗ್ ಮಾಡಬೇಕು ಎಂದು ಕ್ಷೇತ್ರ ಶಿಕ್ಷಣಾಧಿಕಾರಿ ಕೃಷ್ಣಪ್ಪ ಅವರಿಗೆ ನಿರ್ದೇಶನ ನೀಡಿದರು. ಹೆಚ್ಚಿನ ಅಂಕ ಗಳಿಸುವ ಸಂಕಲ್ಪ: ಶಾಲೆಯ 10ನೇ ತರಗತಿಗೆ ಭೇಟಿ ನೀಡಿದ ಅವರು ಶಿರಾ ಪಟ್ಟಣ ಉತ್ತರ ಪತ್ರಿಕೆಗಳನ್ನು ಪರಿಶೀಲಿಸಿದರು. ಜಿಲ್ಲಾಧಿಕಾರಿಗಳು ಕಳೆದ ಸಾಲಿನಲ್ಲಿ ಎಸ್.ಎಸ್.ಎಲ್.ಸಿ ಫಲಿತಾಂಶದಲ್ಲಿ ಜಿಲ್ಲೆ ಹಿನ್ನಡೆಯಾಗಿರುವ ಹಿನ್ನೆಲೆ ವಿದ್ಯಾರ್ಥಿಗಳಿಗೆ ಹೆಚ್ಚಿನ ಅಂಕ ಗಳಿಸುವಂತೆ ಕರೆ ನೀಡಿದರು. ಮುಂದಿನ 8 ತಿಂಗಳ ಕಾಲ ಶ್ರಮವಹಿಸಿ ಅಭ್ಯಾಸ ಮಾಡಬೇಕು. ಉತ್ತಮ ಅಂಕ ಗಳಿಸಬೇಕು ಎಂದರು. ನಂತರ ತಾಯಿ ಮತ್ತು ಮಕ್ಕಳ ಆಸ್ಪತ್ರೆಗೆ ಭೇಟಿ ನೀಡಿ ಹೊರರೋಗಿ ಚೀಟಿ ವಿತರಣಾ ಕೇಂದ್ರ, ಪ್ರಸವಪೂರ್ವ ಹಾಗೂ ಪ್ರಸವ ನಂತರದ ವಾರ್ಡ್, ವಿಶೇಷ ವಾರ್ಡ್, ಕೀಲು ಮತ್ತು ಮೂಳೆ ವಿಭಾಗ, ಪ್ರಯೋಗಾಲಯ, ಶಸ್ತ್ರಚಿಕಿತ್ಸಾ ಕೊಠಡಿ, ರಕ್ತನಿಧಿ ಕೇಂದ್ರಗಳನ್ನು ಪರಿಶೀಲಿಸಿದರು. ಆಸ್ಪತ್ರೆಯಲ್ಲಿ ಸ್ವಚ್ಛತೆ ಕಾಪಾಡುವಂತೆ ಹಾಗೂ ರೋಗಿಗಳಿಗೆ ಉತ್ತಮ ಚಿಕಿತ್ಸೆ ನೀಡುವಂತೆ ಸೂಚಿಸಿದರು. ಪ್ರಕರಣಗಳ ದಾಖಲೀಕರಣ ಪರಿಶೀಲನೆ: ಪ್ರತಿ ವಾರ್ಡ್ ಮೀಸಲಿಡಲು ಸೂಚನೆ ನೀಡಿದರು. ಜಿಲ್ಲಾಧಿಕಾರಿ ಶುಭ ಕಲ್ಯಾಣ್ ಅವರು ಶಿರಾ ತಾಲ್ಲೂಕಿನಲ್ಲಿ ಡೆಂಗ್ಯೂ ಪ್ರಕರಣಗಳ ಬಗ್ಗೆ ಮಾಹಿತಿ ಪಡೆದರು. ಡೆಂಗ್ಯೂ ರೋಗಿಗಳಿಗೆ ಚಿಕಿತ್ಸೆ ನೀಡಲು ಪ್ರತ್ಯೇಕ ವಾರ್ಡ್ ಮೀಸಲಿಡಬೇಕು. ಅಗತ್ಯ ಔಷಧಿಗಳ ದಾಸ್ತಾನು ಇಟ್ಟುಕೊಳ್ಳಬೇಕು. ಡೆಂಗ್ಯೂ ರೋಗ ಲಕ್ಷಣಗಳು ಕಂಡುಬಂದರೆ ತಕ್ಷಣ ರಕ್ತ ಪರೀಕ್ಷೆ ಮಾಡಬೇಕು. ಪತ್ರಕರ್ತರೊಂದಿಗೆ ಮಾತನಾಡಿದ ಅವರು ಮಳೆಗಾಲದಲ್ಲಿ ಎಚ್ಚರ ವಹಿಸುವಂತೆ ಮನವಿ ಮಾಡಿದರು.	[1200, 968, 1468, 1325]
ad-panel	[58, 1668, 743, 2243]
hanuman-logo-icon	[90, 1683, 195, 1804]
jump-label: 1ನೇ ಪುಟದಿಂದ...	[956, 968, 1025, 981]
